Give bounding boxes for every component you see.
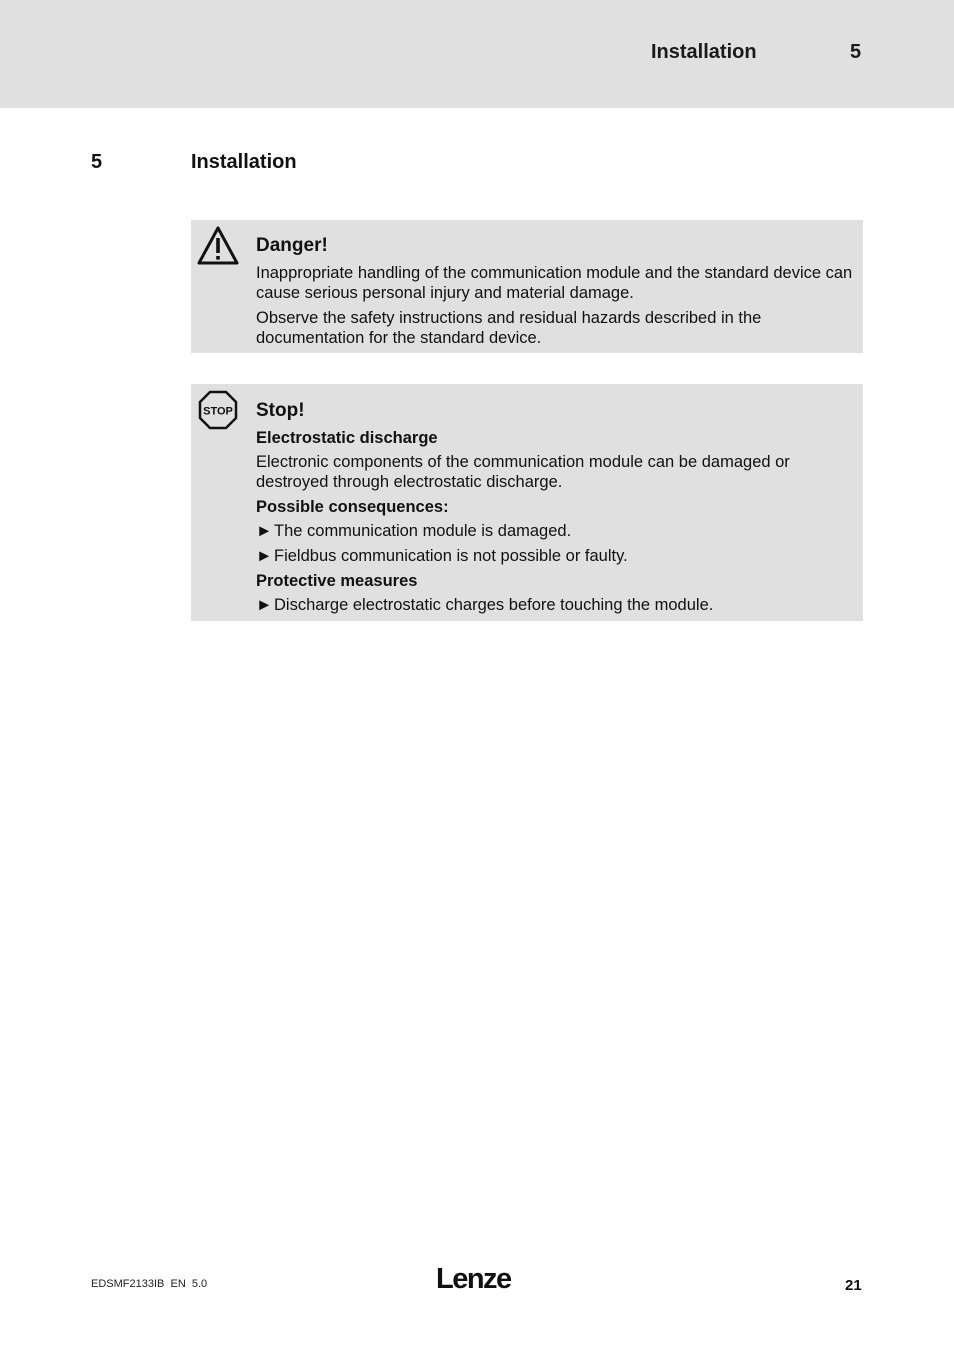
stop-subhead: Electrostatic discharge [256, 429, 438, 447]
warning-triangle-icon [196, 225, 240, 267]
svg-text:STOP: STOP [203, 405, 233, 418]
page-number: 21 [845, 1277, 862, 1294]
list-item [256, 595, 857, 615]
stop-subhead: Possible consequences: [256, 498, 449, 516]
stop-paragraph: Electronic components of the communication module can be damaged or destroyed through electrostatic discharge. [256, 453, 790, 491]
danger-notice-body [256, 235, 857, 353]
stop-subhead: Protective measures [256, 572, 418, 590]
list-item-text: Discharge electrostatic charges before touching the module. [274, 596, 714, 614]
lenze-logo: Lenze [436, 1263, 511, 1295]
danger-notice [191, 220, 863, 353]
danger-paragraph: Inappropriate handling of the communication module and the standard device can cause serious personal injury and material damage. [256, 264, 853, 302]
list-item [256, 521, 857, 541]
header-title: Installation [651, 41, 757, 63]
list-item [256, 546, 857, 566]
document-id: EDSMF2133IB EN 5.0 [91, 1278, 208, 1290]
danger-title: Danger! [256, 235, 328, 256]
danger-paragraph: Observe the safety instructions and residual hazards described in the documentation for the standard device. [256, 309, 762, 347]
section-number: 5 [91, 151, 103, 173]
header-chapter-number: 5 [850, 41, 862, 63]
section-title: Installation [191, 151, 297, 173]
stop-sign-icon [196, 389, 240, 431]
bullet-arrow-icon: ► [256, 596, 273, 614]
bullet-arrow-icon: ► [256, 522, 273, 540]
stop-notice [191, 384, 863, 621]
stop-title: Stop! [256, 400, 305, 421]
list-item-text: Fieldbus communication is not possible or faulty. [274, 547, 628, 565]
page-header [0, 0, 954, 108]
list-item-text: The communication module is damaged. [274, 522, 572, 540]
stop-notice-body [256, 400, 857, 620]
bullet-arrow-icon: ► [256, 547, 273, 565]
